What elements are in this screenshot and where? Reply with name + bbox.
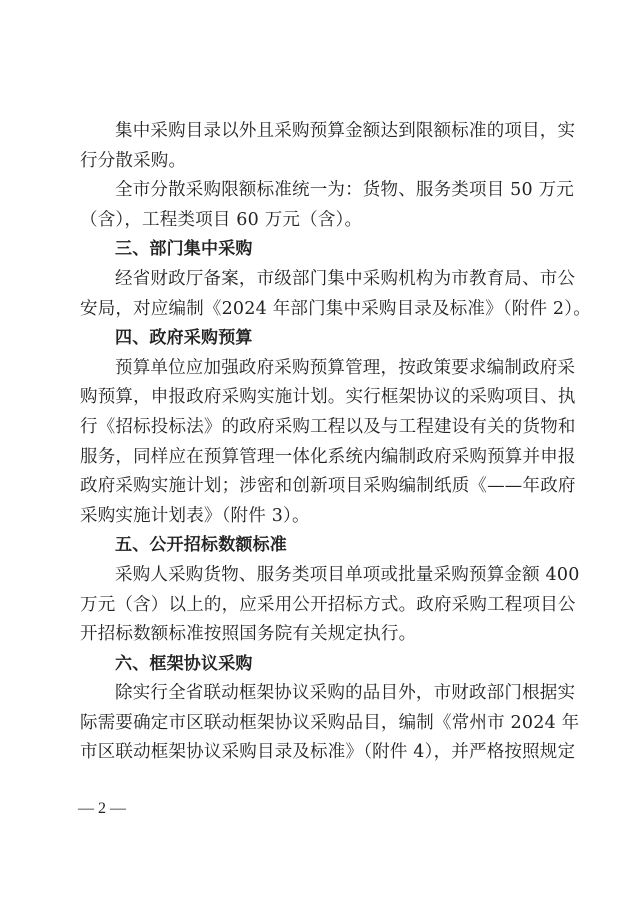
paragraph-line: 采购人采购货物、服务类项目单项或批量采购预算金额 400 — [115, 564, 580, 585]
paragraph-line: 全市分散采购限额标准统一为：货物、服务类项目 50 万元 — [115, 180, 574, 201]
section-heading-5: 五、公开招标数额标准 — [115, 535, 287, 556]
paragraph-line: 行《招标投标法》的政府采购工程以及与工程建设有关的货物和 — [80, 416, 576, 437]
paragraph-line: 采购实施计划表》（附件 3）。 — [80, 505, 310, 526]
paragraph-line: 除实行全省联动框架协议采购的品目外，市财政部门根据实 — [115, 683, 576, 704]
paragraph-line: 万元（含）以上的，应采用公开招标方式。政府采购工程项目公 — [80, 594, 576, 615]
paragraph-line: 际需要确定市区联动框架协议采购品目，编制《常州市 2024 年 — [80, 712, 580, 733]
section-heading-4: 四、政府采购预算 — [115, 328, 253, 349]
paragraph-line: 购预算，申报政府采购实施计划。实行框架协议的采购项目、执 — [80, 387, 576, 408]
paragraph-line: 经省财政厅备案，市级部门集中采购机构为市教育局、市公 — [115, 268, 576, 289]
paragraph-line: 集中采购目录以外且采购预算金额达到限额标准的项目，实 — [115, 121, 576, 141]
paragraph-line: 政府采购实施计划；涉密和创新项目采购编制纸质《——年政府 — [80, 476, 576, 497]
paragraph-line: （含），工程类项目 60 万元（含）。 — [80, 209, 363, 230]
page-number: — 2 — — [78, 800, 126, 817]
paragraph-line: 预算单位应加强政府采购预算管理，按政策要求编制政府采 — [115, 357, 576, 378]
document-page — [80, 117, 591, 768]
paragraph-line: 服务，同样应在预算管理一体化系统内编制政府采购预算并申报 — [80, 446, 576, 467]
paragraph-line: 行分散采购。 — [80, 150, 187, 171]
paragraph-line: 安局，对应编制《2024 年部门集中采购目录及标准》（附件 2）。 — [80, 298, 591, 319]
paragraph-line: 市区联动框架协议采购目录及标准》（附件 4），并严格按照规定 — [80, 742, 576, 763]
section-heading-6: 六、框架协议采购 — [115, 653, 253, 674]
paragraph-line: 开招标数额标准按照国务院有关规定执行。 — [80, 624, 417, 645]
section-heading-3: 三、部门集中采购 — [115, 239, 253, 260]
